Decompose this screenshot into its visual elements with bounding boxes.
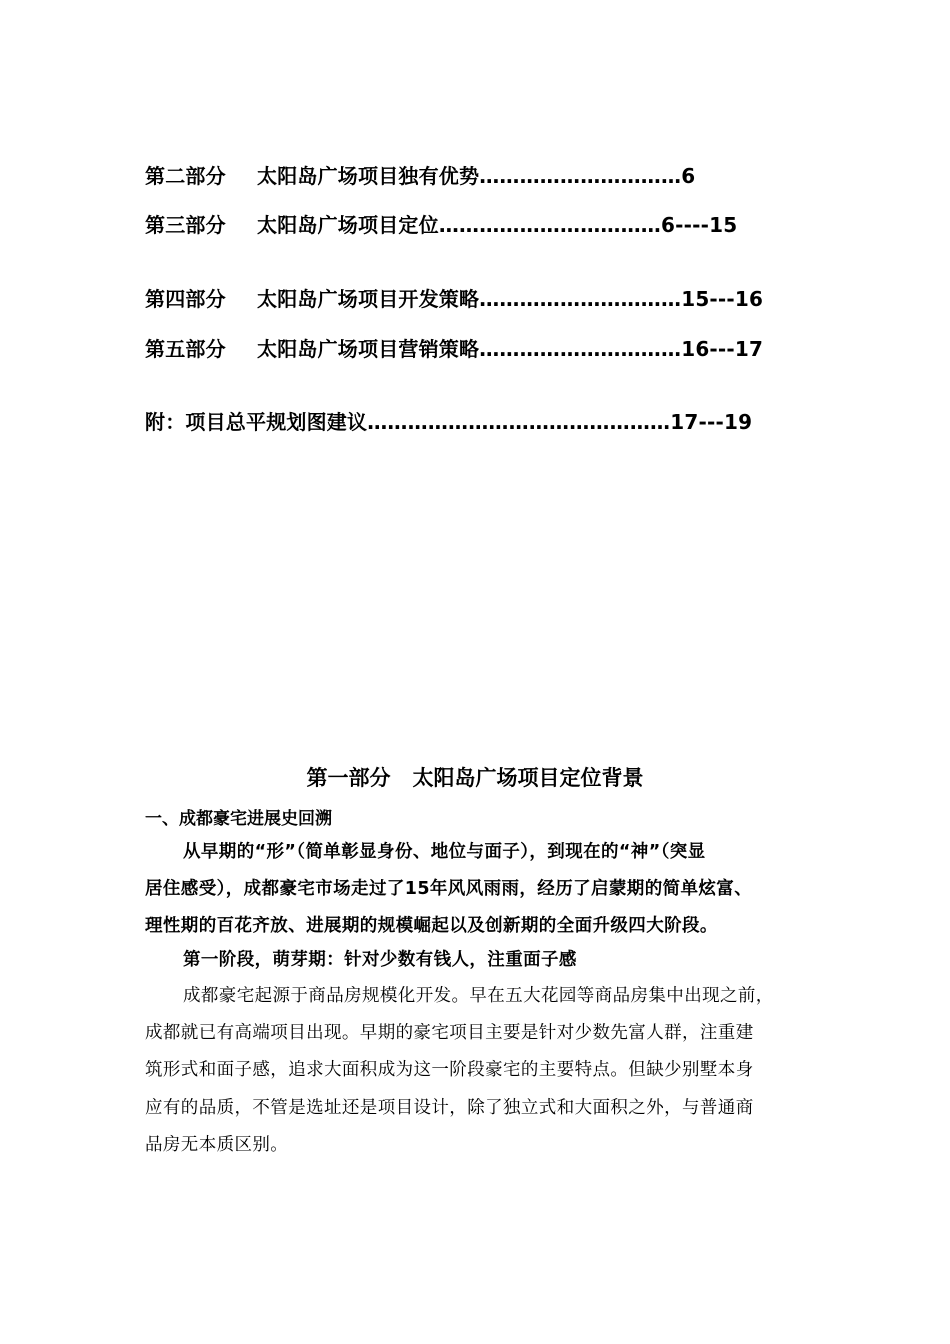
toc-part-label: 附：	[145, 410, 186, 434]
stage-heading: 第一阶段，萌芽期：针对少数有钱人，注重面子感	[183, 950, 577, 970]
toc-dots: …………………………	[479, 337, 682, 361]
intro-line: 从早期的“形”（简单彰显身份、地位与面子），到现在的“神”（突显	[183, 842, 706, 862]
toc-dots: …………………………	[479, 287, 682, 311]
stage-line: 应有的品质，不管是选址还是项目设计，除了独立式和大面积之外，与普通商	[145, 1098, 754, 1118]
intro-line: 理性期的百花齐放、进展期的规模崛起以及创新期的全面升级四大阶段。	[145, 916, 718, 936]
toc-entry-part2	[145, 160, 695, 189]
toc-entry-part3	[145, 209, 737, 238]
toc-entry-appendix	[145, 406, 752, 435]
toc-part-label: 第二部分	[145, 164, 226, 188]
toc-pages: 15---16	[681, 287, 764, 311]
section-title	[0, 762, 950, 792]
stage-line: 成都豪宅起源于商品房规模化开发。早在五大花园等商品房集中出现之前，	[183, 986, 774, 1006]
toc-dots: …………………………	[479, 164, 682, 188]
toc-pages: 6	[681, 164, 696, 188]
toc-entry-part5	[145, 333, 763, 362]
toc-part-label: 第四部分	[145, 287, 226, 311]
toc-part-label: 第五部分	[145, 337, 226, 361]
toc-entry-part4	[145, 283, 763, 312]
toc-title: 太阳岛广场项目开发策略	[257, 287, 480, 311]
toc-pages: 16---17	[681, 337, 764, 361]
toc-pages: 6----15	[661, 213, 738, 237]
stage-line: 品房无本质区别。	[145, 1135, 289, 1155]
intro-line: 居住感受），成都豪宅市场走过了15年风风雨雨，经历了启蒙期的简单炫富、	[145, 879, 753, 899]
section-title-text: 太阳岛广场项目定位背景	[412, 766, 644, 790]
stage-line: 筑形式和面子感，追求大面积成为这一阶段豪宅的主要特点。但缺少别墅本身	[145, 1060, 754, 1080]
toc-dots: ……………………………	[438, 213, 662, 237]
toc-title: 太阳岛广场项目定位	[257, 213, 439, 237]
toc-title: 太阳岛广场项目营销策略	[257, 337, 480, 361]
toc-title: 项目总平规划图建议	[185, 410, 368, 434]
toc-pages: 17---19	[670, 410, 753, 434]
section-part-label: 第一部分	[306, 766, 391, 790]
toc-part-label: 第三部分	[145, 213, 226, 237]
toc-title: 太阳岛广场项目独有优势	[257, 164, 480, 188]
stage-line: 成都就已有高端项目出现。早期的豪宅项目主要是针对少数先富人群，注重建	[145, 1023, 754, 1043]
subsection-heading: 一、成都豪宅进展史回溯	[145, 809, 332, 829]
toc-dots: ………………………………………	[367, 410, 671, 434]
